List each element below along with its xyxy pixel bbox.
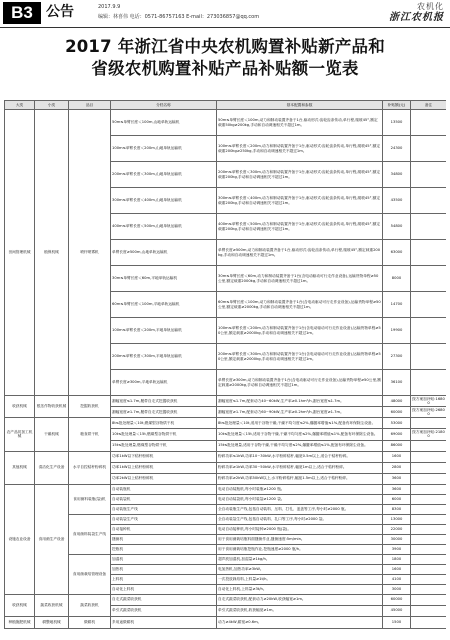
table-header-row bbox=[5, 101, 447, 110]
tier-name-cell: 15t≤批处理量,燃煤型谷物烘干机 bbox=[111, 440, 217, 451]
amount-cell: 54800 bbox=[383, 214, 411, 240]
amount-cell: 1500 bbox=[383, 616, 411, 628]
spec-cell: 动力≥4kW,耕宽≥0.6m。 bbox=[217, 616, 383, 628]
amount-cell: 86000 bbox=[383, 440, 411, 451]
note-cell bbox=[411, 524, 447, 534]
amount-cell: 3000 bbox=[383, 584, 411, 594]
note-cell bbox=[411, 440, 447, 451]
note-cell bbox=[411, 162, 447, 188]
amount-cell: 3900 bbox=[383, 544, 411, 554]
spec-cell: 60m≤单臂长度＜100m,动力和制动装置齐备于1台(含电动驱动可行走作业设备),运输货物单程≥50公里,额定载重≥2000kg,手动和自动调速相关不超过1m。 bbox=[217, 292, 383, 318]
tier-name-cell: 10t≤批处理量＜15t,燃煤型谷物烘干机 bbox=[111, 429, 217, 440]
table-row bbox=[5, 110, 447, 136]
spec-cell: 全自动装瓶生产线,包括自动装料、压料、打孔、盖盖等工序,每小时≥2000 瓶。 bbox=[217, 504, 383, 514]
tier-name-cell: 割幅宽度≤1.7m,履带自走式挖掘收获机 bbox=[111, 396, 217, 407]
tier-name-cell: 牵引式蔬菜收获机 bbox=[111, 605, 217, 616]
header-subcategory: 小类 bbox=[35, 101, 69, 110]
table-row bbox=[5, 451, 447, 462]
spec-cell: 30m≤单臂长度＜60m,动力和制动装置齐备于1台(含电动驱动可行走作业设备),运输货物单程≥50公里,额定载重2000kg,手动和自动调速相关不超过1m。 bbox=[217, 266, 383, 292]
tier-name-cell: 自动装瓶生产线 bbox=[111, 504, 217, 514]
amount-cell: 1800 bbox=[383, 554, 411, 564]
note-cell bbox=[411, 292, 447, 318]
amount-cell: 34800 bbox=[383, 162, 411, 188]
tier-name-cell: 单臂长度≥300m,平地单轨运输机 bbox=[111, 370, 217, 396]
amount-cell: 3600 bbox=[383, 473, 411, 484]
table-body bbox=[5, 110, 447, 629]
table-row bbox=[5, 484, 447, 494]
spec-cell: 电加热机,加热功率≥3kW。 bbox=[217, 564, 383, 574]
tier-name-cell: 8t≤批处理量＜10t,燃煤型谷物烘干机 bbox=[111, 418, 217, 429]
note-cell bbox=[411, 534, 447, 544]
note-cell bbox=[411, 370, 447, 396]
amount-cell: 2800 bbox=[383, 462, 411, 473]
header-spec: 基本配置和参数 bbox=[217, 101, 383, 110]
amount-cell: 43500 bbox=[383, 188, 411, 214]
amount-cell: 24300 bbox=[383, 136, 411, 162]
spec-cell: 牵引式蔬菜收获机,收获幅宽≥1m。 bbox=[217, 605, 383, 616]
table-row bbox=[5, 554, 447, 564]
table-row bbox=[5, 418, 447, 429]
item-cell: 微耕机 bbox=[69, 616, 111, 628]
amount-cell: 6000 bbox=[383, 494, 411, 504]
item-cell: 水平自控秸秆粉碎机 bbox=[69, 451, 111, 484]
amount-cell: 22000 bbox=[383, 524, 411, 534]
note-cell bbox=[411, 451, 447, 462]
spec-cell: 割幅宽度≤1.7m,配套动力40~60kW,生产率≥0.1hm²/h,割台宽度≤1.7m。 bbox=[217, 396, 383, 407]
tier-name-cell: 自动装袋机 bbox=[111, 494, 217, 504]
item-cell: 粮食烘干机 bbox=[69, 418, 111, 451]
note-cell: 按方案加补贴:16800 bbox=[412, 396, 445, 406]
tier-name-cell: 上料机 bbox=[111, 574, 217, 584]
logo-line-2: 浙江农机报 bbox=[389, 12, 444, 23]
note-cell bbox=[411, 494, 447, 504]
note-cell bbox=[411, 266, 447, 292]
category-cell: 其他机械 bbox=[5, 451, 35, 484]
spec-cell: 电动自动接种机,每小时接种≥2000 瓶(袋)。 bbox=[217, 524, 383, 534]
spec-cell: 粉碎功率≤1kW,功率10~30kW,水平粉碎秸秆,幅宽0.5m以上,适合于秸秆粉碎。 bbox=[217, 451, 383, 462]
spec-cell: 400m≤单臂长度＜500m,动力和制动装置齐备于1台,驱动形式:齿轮齿条传动,单行程,爬坡45°,额定载重200kg,手动和自动调速相关不超过1m。 bbox=[217, 214, 383, 240]
item-cell: 食用菌料装袋生产线 bbox=[69, 514, 111, 554]
amount-cell: 3600 bbox=[383, 484, 411, 494]
tier-name-cell: 加湿机 bbox=[111, 554, 217, 564]
subsidy-table bbox=[4, 100, 446, 629]
spec-cell: 10t≤批处理量＜15t,适用于谷物干燥,干燥不均匀度≤2%,爆腰率增值≤1%,配备有环保除尘设备。 bbox=[217, 429, 383, 440]
amount-cell: 1600 bbox=[383, 564, 411, 574]
category-cell: 田间管理机械 bbox=[5, 110, 35, 396]
amount-cell: 13000 bbox=[383, 514, 411, 524]
note-cell bbox=[411, 136, 447, 162]
amount-cell: 13500 bbox=[383, 110, 411, 136]
note-cell bbox=[411, 584, 447, 594]
section-title: 公告 bbox=[46, 4, 74, 20]
masthead bbox=[0, 0, 450, 28]
spec-cell: 全自动装袋生产线,包括自动装料、扎口等工序,每小时≥2000 袋。 bbox=[217, 514, 383, 524]
note-cell bbox=[411, 616, 447, 628]
table-row bbox=[5, 616, 447, 628]
header-amount: 补贴额(元) bbox=[383, 101, 411, 110]
subcategory-cell: 根茎作物收获机械 bbox=[35, 396, 69, 418]
spec-cell: 割幅宽度≥1.7m,配套动力60~90kW,生产率≥0.2hm²/h,割台宽度≥1.7m。 bbox=[217, 407, 383, 418]
headline-line-1: 2017 年浙江省中央农机购置补贴新产品和 bbox=[65, 37, 385, 56]
spec-cell: 电动自动装瓶机,每小时装瓶≥1200 瓶。 bbox=[217, 484, 383, 494]
tier-name-cell: 200m≤单臂长度＜300m,山地单轨运输机 bbox=[111, 162, 217, 188]
tier-name-cell: 割幅宽度≥1.7m,履带自走式挖掘收获机 bbox=[111, 407, 217, 418]
tier-name-cell: 功率1kW以上秸秆粉碎机 bbox=[111, 462, 217, 473]
tier-name-cell: 功率2kW以上秸秆粉碎机 bbox=[111, 473, 217, 484]
note-cell bbox=[411, 544, 447, 554]
spec-cell: 自动化上料机,上料量≥3t/h。 bbox=[217, 584, 383, 594]
note-cell bbox=[411, 318, 447, 344]
tier-name-cell: 搔菌机 bbox=[111, 534, 217, 544]
amount-cell: 30000 bbox=[383, 534, 411, 544]
tier-name-cell: 100m≤单臂长度＜200m,山地单轨运输机 bbox=[111, 136, 217, 162]
category-cell: 收获机械 bbox=[5, 396, 35, 418]
spec-cell: 100m≤单臂长度＜200m,动力和制动装置齐备于1台(含电动驱动可行走作业设备),运输货物单程≥50公里,额定载重≥2000kg,手动和自动调速相关不超过1m。 bbox=[217, 318, 383, 344]
note-cell bbox=[411, 484, 447, 494]
note-cell: 按方案加补贴:26800 bbox=[412, 407, 445, 417]
note-cell bbox=[411, 514, 447, 524]
spec-cell: 一次投放栽培料,上料量≥1t/h。 bbox=[217, 574, 383, 584]
note-cell bbox=[411, 418, 447, 429]
amount-cell: 36100 bbox=[383, 370, 411, 396]
category-cell: 农产品初加工机械 bbox=[5, 418, 35, 451]
tier-name-cell: 自动装袋生产线 bbox=[111, 514, 217, 524]
note-cell bbox=[411, 344, 447, 370]
amount-cell: 63000 bbox=[383, 240, 411, 266]
note-cell bbox=[411, 462, 447, 473]
headline-line-2: 省级农机购置补贴产品补贴额一览表 bbox=[91, 59, 359, 78]
spec-cell: 8t≤批处理量＜10t,适用于谷物干燥,干燥不均匀度≤2%,爆腰率增值≤1%,配备有环保除尘设备。 bbox=[217, 418, 383, 429]
amount-cell: 48000 bbox=[383, 396, 411, 407]
amount-cell: 60000 bbox=[383, 594, 411, 605]
amount-cell: 27300 bbox=[383, 344, 411, 370]
tier-name-cell: 多用途微耕机 bbox=[111, 616, 217, 628]
logo-line-1: 农机化 bbox=[417, 2, 444, 11]
spec-cell: 自走式蔬菜收获机,配套动力≥20kW,收获幅宽≥1m。 bbox=[217, 594, 383, 605]
header-item: 品目 bbox=[69, 101, 111, 110]
subsidy-table-wrapper bbox=[4, 100, 446, 637]
note-cell bbox=[411, 574, 447, 584]
tier-name-cell: 50m≤单臂长度＜100m,山地单轨运输机 bbox=[111, 110, 217, 136]
table-row bbox=[5, 396, 447, 407]
spec-cell: 电动自动装袋机,每小时装袋≥1200 袋。 bbox=[217, 494, 383, 504]
note-cell bbox=[411, 594, 447, 605]
spec-cell: 15t≤批处理量,适用于谷物干燥,干燥不均匀度≤2%,爆腰率增值≤1%,配备有环保除尘设备。 bbox=[217, 440, 383, 451]
header-category: 大类 bbox=[5, 101, 35, 110]
category-cell: 种植施肥机械 bbox=[5, 616, 35, 628]
amount-cell: 45000 bbox=[383, 605, 411, 616]
amount-cell: 69000 bbox=[383, 429, 411, 440]
tier-name-cell: 挖瓶机 bbox=[111, 544, 217, 554]
spec-cell: 粉碎功率≥1kW,功率30~50kW,水平粉碎秸秆,幅宽1m以上,适合于秸秆粉碎。 bbox=[217, 462, 383, 473]
header-note: 备注 bbox=[411, 101, 447, 110]
spec-cell: 单臂长度≥500m,动力和制动装置齐备于1台,驱动形式:齿轮齿条传动,单行程,爬坡45°,额定载重200kg,手动和自动调速相关不超过1m。 bbox=[217, 240, 383, 266]
item-cell: 挖掘收获机 bbox=[69, 396, 111, 418]
tier-name-cell: 60m≤单臂长度＜100m,平地单轨运输机 bbox=[111, 292, 217, 318]
subcategory-cell: 蔬菜收获机械 bbox=[35, 594, 69, 616]
item-cell: 食用菌栽培管理设备 bbox=[69, 554, 111, 594]
tier-name-cell: 加热机 bbox=[111, 564, 217, 574]
note-cell bbox=[411, 110, 447, 136]
spec-cell: 50m≤单臂长度＜100m,动力和制动装置齐备于1台,驱动形式:齿轮齿条传动,单行程,爬坡45°,额定载重50kg≥200kg,手动和自动调速相关不超过1m。 bbox=[217, 110, 383, 136]
spec-cell: 300m≤单臂长度＜400m,动力和制动装置齐备于1台,驱动形式:齿轮齿条传动,单行程,爬坡45°,额定载重200kg,手动和自动调速相关不超过1m。 bbox=[217, 188, 383, 214]
issue-date: 2017.9.9 bbox=[98, 4, 121, 10]
tier-name-cell: 300m≤单臂长度＜400m,山地单轨运输机 bbox=[111, 188, 217, 214]
tier-name-cell: 自动装瓶机 bbox=[111, 484, 217, 494]
amount-cell: 14700 bbox=[383, 292, 411, 318]
editor-info: 编辑：林喜伟 电话：0571-86757163 E-mail：273036857@qq.com bbox=[98, 14, 260, 20]
amount-cell: 8300 bbox=[383, 504, 411, 514]
note-cell bbox=[411, 240, 447, 266]
spec-cell: 用于食用菌栽培瓶料面搔菌作业,搔菌速度:5m/min。 bbox=[217, 534, 383, 544]
tier-name-cell: 100m≤单臂长度＜200m,平地单轨运输机 bbox=[111, 318, 217, 344]
tier-name-cell: 自动接种机 bbox=[111, 524, 217, 534]
subcategory-cell: 食用菌生产设备 bbox=[35, 484, 69, 594]
spec-cell: 单臂长度≥300m,动力和制动装置齐备于1台(含电动驱动可行走作业设备),运输货物单程≥50公里,额定载重≥2000kg,手动和自动调速相关不超过1m。 bbox=[217, 370, 383, 396]
amount-cell: 1600 bbox=[383, 451, 411, 462]
spec-cell: 用于食用菌栽培瓶挖瓶作业,挖瓶速度≥2000 瓶/h。 bbox=[217, 544, 383, 554]
category-cell: 收获机械 bbox=[5, 594, 35, 616]
spec-cell: 粉碎功率≥2kW,功率50kW以上,水平粉碎秸秆,幅宽1.5m以上,适合于秸秆粉碎。 bbox=[217, 473, 383, 484]
tier-name-cell: 自动化上料机 bbox=[111, 584, 217, 594]
subcategory-cell: 清洁化生产设备 bbox=[35, 451, 69, 484]
item-cell: 喷杆喷雾机 bbox=[69, 110, 111, 396]
note-cell bbox=[411, 473, 447, 484]
subcategory-cell: 耕整地机械 bbox=[35, 616, 69, 628]
note-cell bbox=[411, 605, 447, 616]
page-code: B3 bbox=[3, 2, 41, 24]
subcategory-cell: 干燥机械 bbox=[35, 418, 69, 451]
category-cell: 设施农业设备 bbox=[5, 484, 35, 594]
newspaper-logo bbox=[389, 2, 444, 24]
headline bbox=[0, 36, 450, 80]
tier-name-cell: 30m≤单臂长度＜60m,平地单轨运输机 bbox=[111, 266, 217, 292]
tier-name-cell: 400m≤单臂长度＜500m,山地单轨运输机 bbox=[111, 214, 217, 240]
note-cell bbox=[411, 504, 447, 514]
note-cell bbox=[411, 564, 447, 574]
tier-name-cell: 功率1kW以下秸秆粉碎机 bbox=[111, 451, 217, 462]
amount-cell: 60000 bbox=[383, 407, 411, 418]
table-row bbox=[5, 594, 447, 605]
note-cell bbox=[411, 214, 447, 240]
table-row bbox=[5, 514, 447, 524]
tier-name-cell: 单臂长度≥500m,山地单轨运输机 bbox=[111, 240, 217, 266]
item-cell: 蔬菜收获机 bbox=[69, 594, 111, 616]
subcategory-cell: 植保机械 bbox=[35, 110, 69, 396]
spec-cell: 超声波加湿机,加湿量≥1kg/h。 bbox=[217, 554, 383, 564]
amount-cell: 8000 bbox=[383, 266, 411, 292]
amount-cell: 4100 bbox=[383, 574, 411, 584]
amount-cell: 19900 bbox=[383, 318, 411, 344]
amount-cell: 53000 bbox=[383, 418, 411, 429]
spec-cell: 100m≤单臂长度＜200m,动力和制动装置齐备于1台,驱动形式:齿轮齿条传动,单行程,爬坡45°,额定载重200kg≥250kg,手动和自动调速相关不超过1m。 bbox=[217, 136, 383, 162]
spec-cell: 200m≤单臂长度＜300m,动力和制动装置齐备于1台(含电动驱动可行走作业设备),运输货物单程≥50公里,额定载重≥2000kg,手动和自动调速相关不超过1m。 bbox=[217, 344, 383, 370]
note-cell: 按方案加补贴:21800 bbox=[412, 429, 445, 439]
header-tier-name: 分档名称 bbox=[111, 101, 217, 110]
item-cell: 食用菌料装瓶(袋)机 bbox=[69, 484, 111, 514]
spec-cell: 200m≤单臂长度＜300m,动力和制动装置齐备于1台,驱动形式:齿轮齿条传动,单行程,爬坡45°,额定载重200kg,手动和自动调速相关不超过1m。 bbox=[217, 162, 383, 188]
note-cell bbox=[411, 188, 447, 214]
tier-name-cell: 200m≤单臂长度＜300m,平地单轨运输机 bbox=[111, 344, 217, 370]
tier-name-cell: 自走式蔬菜收获机 bbox=[111, 594, 217, 605]
note-cell bbox=[411, 554, 447, 564]
